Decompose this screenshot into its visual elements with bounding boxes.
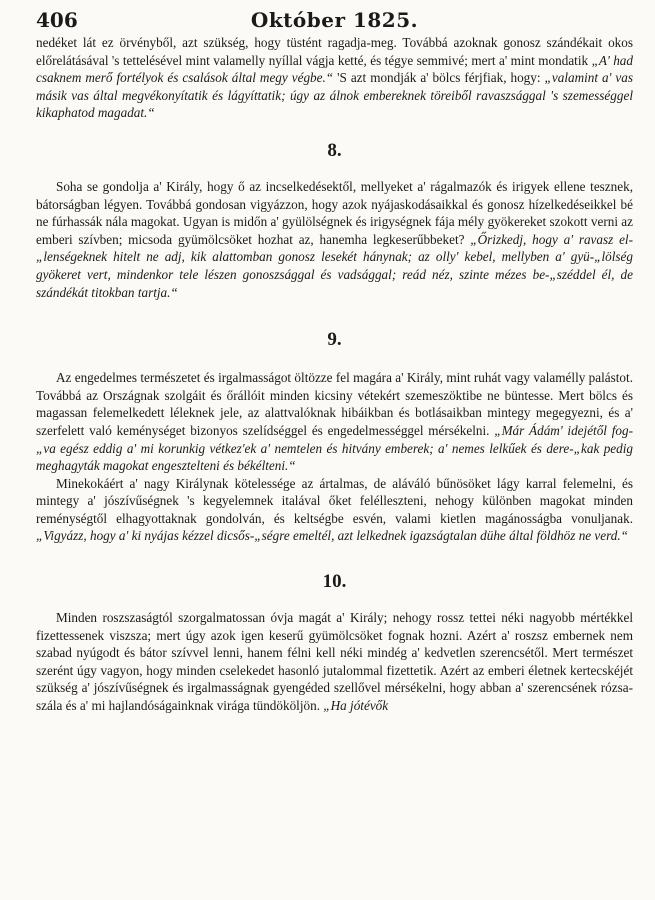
- section-9-quote-1: „Már Ádám' idejétől fog-„va egész eddig a' mi korunkig vétkez'ek a' nemtelen és hitvány emberek; a' nemes lelkűek és dere-„kak pedig meghagyták magokat engesztelteni és békélteni.“: [36, 422, 633, 474]
- section-9-text-1: Az engedelmes természetet és irgalmasságot öltözze fel magára a' Király, mint ruhát vagy valamélly palástot. Továbbá az Országnak szolgáit és őrállóit minden kicsiny vétekért szemeszöktibe ne büntesse. Mert bölcs és magassan felemelkedett léleknek jele, az alattvalóknak hibáikban és botlásaikban mintegy megegyezni, és a' szerfelett való keménységet bizonyos szelídséggel és engedelmességgel mérsékelni.: [36, 370, 633, 438]
- running-head: Október 1825.: [250, 8, 419, 32]
- section-9-paragraph-1: [36, 369, 633, 475]
- intro-text: nedéket lát ez örvényből, azt szükség, hogy tüstént ragadja-meg. Továbbá azoknak gonosz szándékait okos előrelátásával 's tettelésével mint valamelly nyíllal vágja ketté, és tégye semmivé; mert a' mint mondatik: [36, 35, 633, 68]
- intro-quote: „A' had csaknem merő fortélyok és csalások által megy végbe.“: [36, 52, 633, 86]
- intro-quote-2: „valamint a' vas másik vas által megvékonyítatik és lágyíttatik; úgy az álnok embereknek töreiből ravaszsággal 's szemességgel kikaphatod magadat.“: [36, 70, 633, 121]
- section-10-text: Minden roszszaságtól szorgalmatossan óvja magát a' Király; nehogy rossz tettei néki nagyobb mértékkel fizettessenek viszsza; mert úgy azok igen keserű gyümölcsöket fognak hozni. Azért a' roszsz embernek nem szabad nyúgodt és bátor szívvel lenni, hanem félni kell néki mindég a' kedvetlen szerencsétől. Mert természet szerént úgy vagyon, hogy minden cselekedet hasonló jutalommal fizettetik. Azért az emberi életnek kertecskéjét szükség a' jószívűségnek és irgalmasságnak gyengéded szellővel mérsékelni, hogy abban a' szerencsének rózsa-szála és a' mi hajlandóságainknak virága tündököljön.: [36, 610, 633, 714]
- section-8-text: Soha se gondolja a' Király, hogy ő az incselkedésektől, mellyeket a' rágalmazók és irigyek ellene tesznek, bátorságban légyen. Továbbá gondosan vigyázzon, hogy azok nyájaskodásaikkal és gonosz hízelkedéseikkel bé ne fúrhassák nála magokat. Ugyan is midőn a' gyülölségnek és irigységnek fája mély gyökereket szokott verni az emberi szívben; micsoda gyümölcsöket hozhat az, hanemha legkeserűbbeket?: [36, 178, 633, 247]
- page-number: 406: [36, 8, 78, 32]
- section-9-paragraph-2: [36, 475, 633, 545]
- section-number-9: 9.: [327, 329, 342, 351]
- section-10-quote: „Ha jótévők: [323, 698, 389, 714]
- section-8-paragraph: [36, 178, 633, 301]
- section-10-paragraph: [36, 609, 633, 715]
- intro-text-middle: 'S azt mondják a' bölcs férjfiak, hogy:: [333, 70, 545, 86]
- section-number-8: 8.: [327, 139, 342, 161]
- section-8-quote: „Őrizkedj, hogy a' ravasz el-„lenségeknek hitelt ne adj, kik alattomban gonosz lesekét hánynak; az olly' kebel, mellyben a' gyü-„lölség gyökeret vert, mindenkor tele lészen gonoszsággal és vadsággal; reád néz, szinte mézes be-„széddel él, de szándékát titokban tartja.“: [36, 231, 633, 300]
- section-9-text-2: Minekokáért a' nagy Királynak kötelessége az ártalmas, de aláváló bűnösöket lágy karral felemelni, és mintegy a' jószívűségnek 's kegyelemnek italával őket felélleszteni, nehogy különben magokat minden reménységtől elhagyottaknak gondolván, és keltségbe esvén, valami kietlen magánosságba vonuljanak.: [36, 475, 633, 526]
- page-header: [36, 6, 633, 34]
- section-number-10: 10.: [322, 571, 347, 593]
- intro-paragraph: [36, 34, 633, 122]
- section-9-quote-2: „Vigyázz, hogy a' ki nyájas kézzel dicsős-„ségre emeltél, azt lelkednek igazságtalan dühe által földhöz ne verd.“: [36, 528, 629, 544]
